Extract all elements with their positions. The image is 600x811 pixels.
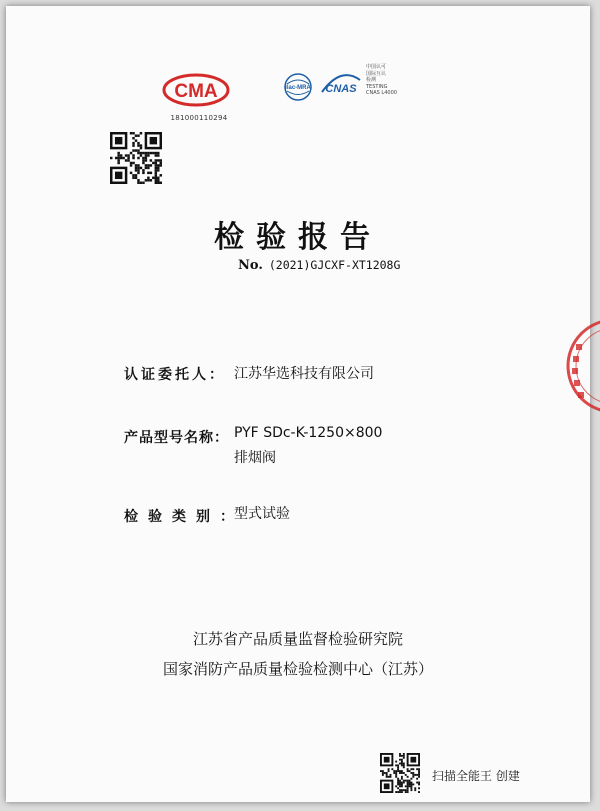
- ilac-logo-text: ilac-MRA: [285, 85, 311, 91]
- cma-logo-text: CMA: [174, 81, 218, 102]
- report-cover-page: [6, 6, 590, 802]
- cnas-line: 国际互认: [366, 70, 387, 77]
- client-value: 江苏华选科技有限公司: [234, 366, 374, 382]
- cnas-line: TESTING: [366, 83, 388, 90]
- product-name: 排烟阀: [234, 450, 276, 466]
- product-label: 产品型号名称：: [124, 430, 229, 446]
- inspection-type-label: 检验类别：: [124, 509, 244, 525]
- cnas-line: CNAS L4000: [366, 90, 397, 96]
- cnas-logo-text: CNAS: [325, 83, 357, 95]
- report-number: [238, 258, 400, 273]
- red-seal-stamp: [562, 316, 600, 416]
- client-label: 认证委托人：: [124, 367, 226, 383]
- report-title: 检验报告: [214, 220, 382, 255]
- organization-line-1: 江苏省产品质量监督检验研究院: [192, 630, 403, 648]
- cma-logo: [161, 72, 231, 108]
- cnas-line: 中国认可: [366, 64, 387, 70]
- report-number-label: No.: [238, 258, 263, 273]
- organization-line-2: 国家消防产品质量检验检测中心（江苏）: [162, 660, 433, 678]
- qr-code-top: [110, 132, 162, 184]
- cnas-line: 检测: [366, 77, 377, 83]
- ilac-logo: [278, 72, 318, 102]
- scanner-watermark: 扫描全能王 创建: [432, 769, 520, 783]
- cnas-accreditation-text: [366, 64, 397, 97]
- inspection-type-value: 型式试验: [234, 506, 290, 522]
- cma-cert-number: 181000110294: [170, 114, 228, 122]
- report-number-value: (2021)GJCXF-XT1208G: [268, 258, 401, 272]
- qr-code-bottom: [380, 753, 420, 793]
- cnas-logo: [318, 70, 364, 100]
- product-model: PYF SDc-K-1250×800: [234, 425, 383, 441]
